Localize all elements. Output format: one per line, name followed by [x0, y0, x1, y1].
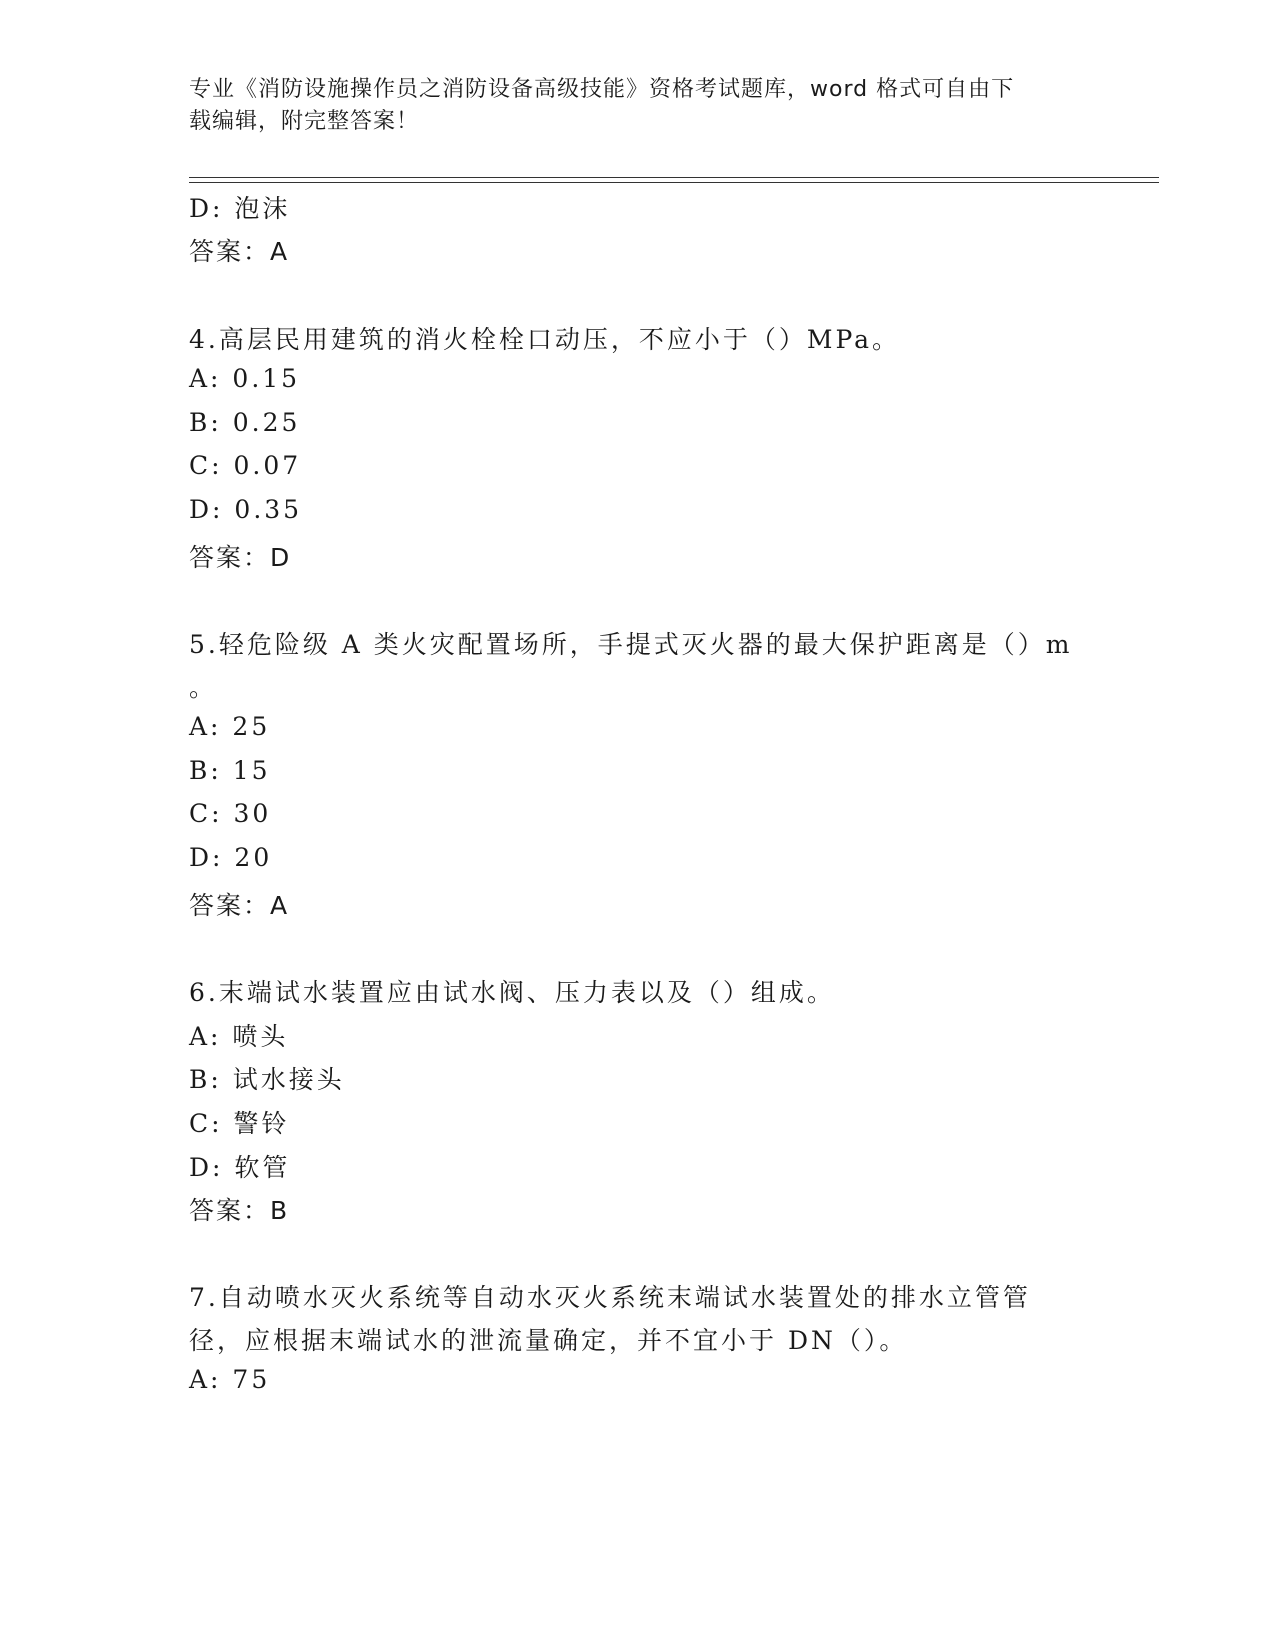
q6-option-b: B: 试水接头 — [189, 1065, 345, 1094]
document-header — [189, 74, 1089, 138]
q5-option-c: C: 30 — [189, 799, 272, 828]
q4-option-b: B: 0.25 — [189, 408, 301, 437]
q6-option-a: A: 喷头 — [189, 1022, 289, 1051]
header-divider-top — [189, 177, 1159, 178]
header-line-2: 载编辑，附完整答案！ — [189, 109, 420, 134]
q4-option-d: D: 0.35 — [189, 495, 303, 524]
q5-option-d: D: 20 — [189, 843, 273, 872]
q7-question-line-2: 径，应根据末端试水的泄流量确定，并不宜小于 DN（）。 — [189, 1326, 908, 1355]
q3-option-d: D: 泡沫 — [189, 194, 291, 223]
q5-option-a: A: 25 — [189, 712, 271, 741]
q6-option-c: C: 警铃 — [189, 1109, 290, 1138]
q5-question-line-1: 5.轻危险级 A 类火灾配置场所，手提式灭火器的最大保护距离是（）m — [189, 630, 1073, 659]
header-line-1: 专业《消防设施操作员之消防设备高级技能》资格考试题库，word 格式可自由下 — [189, 77, 1015, 102]
q3-answer: 答案：A — [189, 237, 290, 266]
q4-answer: 答案：D — [189, 543, 292, 572]
q6-answer: 答案：B — [189, 1196, 290, 1225]
q4-option-c: C: 0.07 — [189, 451, 302, 480]
q6-question: 6.末端试水装置应由试水阀、压力表以及（）组成。 — [189, 978, 835, 1007]
q6-option-d: D: 软管 — [189, 1153, 291, 1182]
q5-answer: 答案：A — [189, 891, 290, 920]
q4-option-a: A: 0.15 — [189, 364, 301, 393]
q5-option-b: B: 15 — [189, 756, 271, 785]
q4-question: 4.高层民用建筑的消火栓栓口动压，不应小于（）MPa。 — [189, 325, 901, 354]
q5-question-line-2: 。 — [189, 673, 218, 702]
header-divider-bottom — [189, 182, 1159, 183]
q7-option-a: A: 75 — [189, 1365, 271, 1394]
q7-question-line-1: 7.自动喷水灭火系统等自动水灭火系统末端试水装置处的排水立管管 — [189, 1283, 1031, 1312]
